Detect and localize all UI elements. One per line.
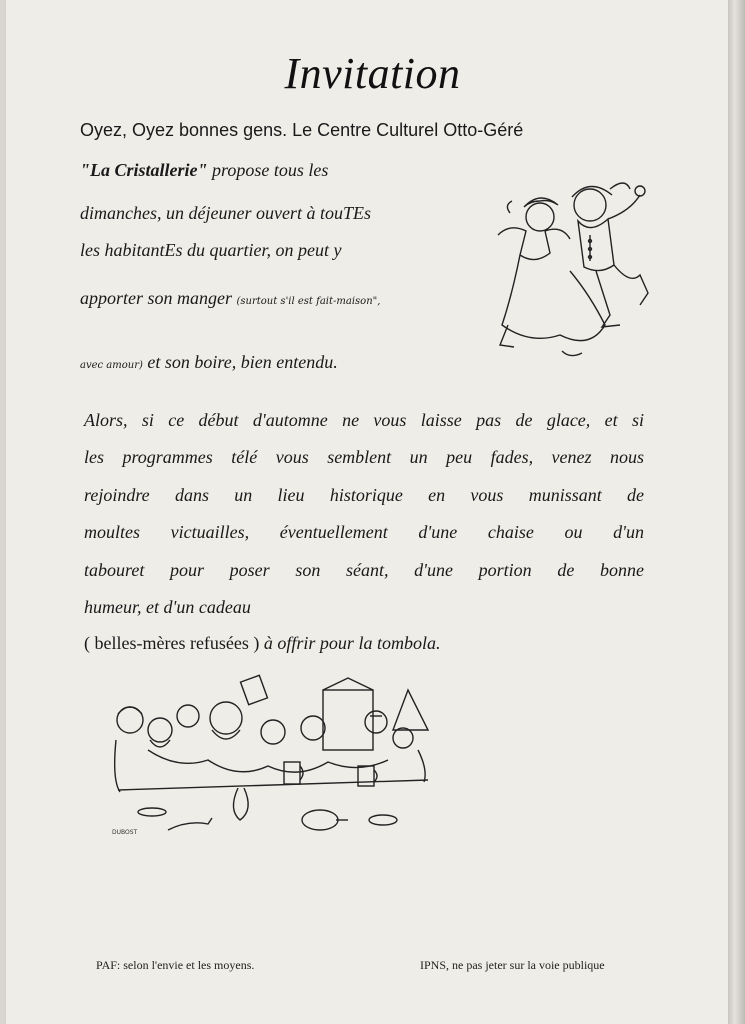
intro-line-1: Oyez, Oyez bonnes gens. Le Centre Culturel Otto-Géré (80, 120, 524, 140)
paper-sheet (6, 0, 728, 1024)
dancing-couple-illustration (490, 175, 670, 360)
intro-line-2-rest: propose tous les (207, 160, 329, 180)
paragraph-line: Alors, si ce début d'automne ne vous laisse pas de glace, et si (84, 410, 644, 430)
paragraph-line: les programmes télé vous semblent un peu fades, venez nous (84, 447, 644, 467)
intro-line-6 (80, 352, 338, 373)
intro-line-4: les habitantEs du quartier, on peut y (80, 240, 342, 260)
scan-edge (728, 0, 745, 1024)
banquet-illustration (108, 670, 438, 840)
handwritten-note-2: avec amour) (80, 360, 143, 371)
closing-italic: à offrir pour la tombola. (259, 633, 441, 653)
intro-line-5 (80, 288, 380, 309)
handwritten-note-1: (surtout s'il est fait-maison", (236, 296, 381, 307)
paragraph-line: humeur, et d'un cadeau (84, 597, 251, 617)
paragraph-line: moultes victuailles, éventuellement d'une chaise ou d'un (84, 522, 644, 542)
closing-line (84, 633, 644, 654)
intro-line-2 (80, 160, 328, 181)
intro-line-6-text: et son boire, bien entendu. (142, 352, 338, 372)
footer-left: PAF: selon l'envie et les moyens. (96, 958, 255, 972)
artist-signature: DUBOST (112, 829, 138, 836)
intro-line-3: dimanches, un déjeuner ouvert à touTEs (80, 203, 371, 223)
paragraph-line: rejoindre dans un lieu historique en vous munissant de (84, 485, 644, 505)
footer-right: IPNS, ne pas jeter sur la voie publique (420, 958, 605, 972)
paragraph-line: tabouret pour poser son séant, d'une portion de bonne (84, 560, 644, 580)
venue-name: "La Cristallerie" (80, 160, 208, 180)
intro-line-5-text: apporter son manger (80, 288, 237, 308)
page-title: Invitation (284, 49, 461, 98)
closing-upright: ( belles-mères refusées ) (84, 633, 260, 653)
